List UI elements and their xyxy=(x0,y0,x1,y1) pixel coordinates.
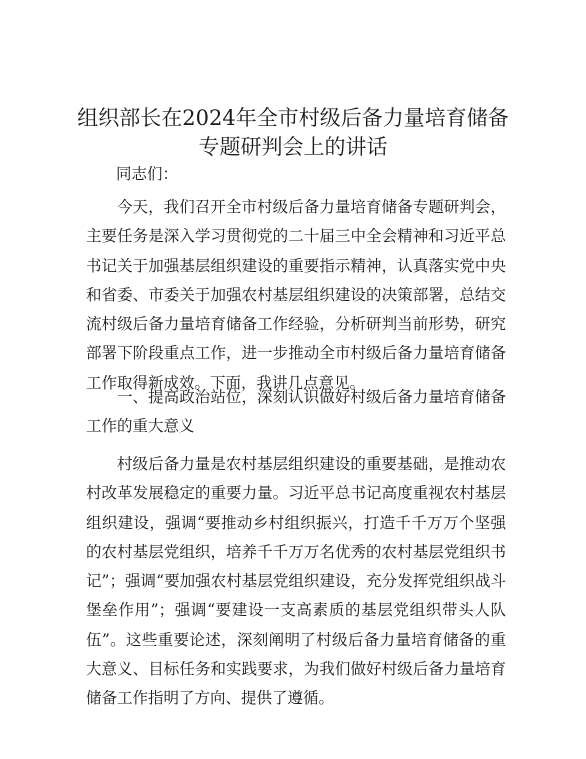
document-title-line-1: 组织部长在2024年全市村级后备力量培育储备 xyxy=(77,106,509,130)
section-heading-1: 一、提高政治站位，深刻认识做好村级后备力量培育储备工作的重大意义 xyxy=(86,388,506,436)
paragraph-section-1: 村级后备力量是农村基层组织建设的重要基础，是推动农村改革发展稳定的重要力量。习近平总书记高度重视农村基层组织建设，强调“要推动乡村组织振兴，打造千千万万个坚强的农村基层党组织，培养千千万万名优秀的农村基层党组织书记”；强调“要加强农村基层党组织建设，充分发挥党组织战斗堡垒作用”；强调“要建设一支高素质的基层党组织带头人队伍”。这些重要论述，深刻阐明了村级后备力量培育储备的重大意义、目标任务和实践要求，为我们做好村级后备力量培育储备工作指明了方向、提供了遵循。 xyxy=(86,455,506,708)
salutation: 同志们： xyxy=(116,165,179,183)
document-title-line-2: 专题研判会上的讲话 xyxy=(198,135,388,159)
paragraph-intro: 今天，我们召开全市村级后备力量培育储备专题研判会，主要任务是深入学习贯彻党的二十届三中全会精神和习近平总书记关于加强基层组织建设的重要指示精神，认真落实党中央和省委、市委关于加强农村基层组织建设的决策部署，总结交流村级后备力量培育储备工作经验，分析研判当前形势，研究部署下阶段重点工作，进一步推动全市村级后备力量培育储备工作取得新成效。下面，我讲几点意见。 xyxy=(86,198,506,392)
